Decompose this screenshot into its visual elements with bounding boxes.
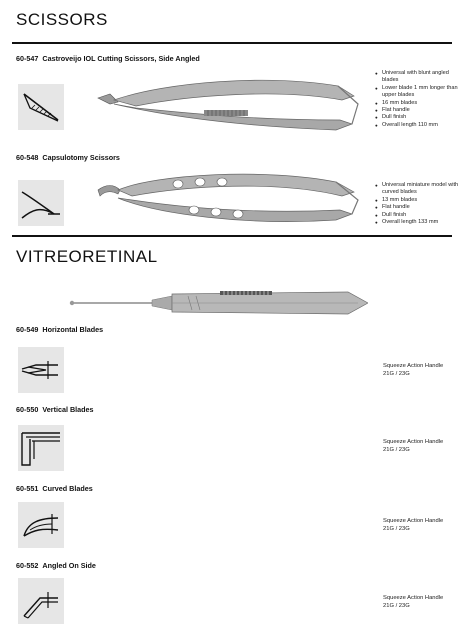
feature-item: ● Overall length 133 mm [375,219,461,226]
scissors-image [96,170,360,241]
handle-type: Squeeze Action Handle [383,363,444,369]
gauge-size: 21G / 23G [383,371,410,377]
item-name: Angled On Side [42,561,96,570]
section-divider [12,235,452,237]
feature-list [375,70,461,129]
feature-item: ● Dull finish [375,114,461,121]
blade-detail-icon [18,180,64,226]
feature-item: ● Dull finish [375,212,461,219]
gauge-size: 21G / 23G [383,603,410,609]
feature-item: ● 16 mm blades [375,100,461,107]
instrument-image [68,282,368,333]
feature-item: ● Flat handle [375,107,461,114]
feature-list [375,182,461,226]
item-code: 60-550 [16,405,39,414]
item-name: Curved Blades [42,484,93,493]
item-code: 60-552 [16,561,39,570]
feature-item: ● Universal miniature model with curved blades [375,182,461,197]
item-title [16,561,96,570]
feature-item: ● Overall length 110 mm [375,122,461,129]
scissors-image [96,76,360,151]
item-code: 60-549 [16,325,39,334]
feature-item: ● Lower blade 1 mm longer than upper blades [375,85,461,100]
section-title-scissors: SCISSORS [16,10,108,29]
blade-detail-icon [18,502,64,548]
blade-detail-icon [18,578,64,624]
spec-block [383,362,443,378]
item-title [16,405,94,414]
item-title [16,325,103,334]
spec-block [383,517,443,533]
item-title [16,484,93,493]
feature-item: ● 13 mm blades [375,197,461,204]
handle-type: Squeeze Action Handle [383,518,444,524]
item-code: 60-551 [16,484,39,493]
item-name: Castroveijo IOL Cutting Scissors, Side Angled [42,54,200,63]
handle-type: Squeeze Action Handle [383,439,444,445]
feature-item: ● Universal with blunt angled blades [375,70,461,85]
item-name: Horizontal Blades [42,325,104,334]
blade-detail-icon [18,84,64,130]
gauge-size: 21G / 23G [383,447,410,453]
blade-detail-icon [18,347,64,393]
handle-type: Squeeze Action Handle [383,595,444,601]
item-title [16,54,200,63]
item-name: Vertical Blades [42,405,94,414]
spec-block [383,438,443,454]
gauge-size: 21G / 23G [383,526,410,532]
section-divider [12,42,452,44]
feature-item: ● Flat handle [375,204,461,211]
item-code: 60-548 [16,153,39,162]
item-code: 60-547 [16,54,39,63]
item-title [16,153,120,162]
item-name: Capsulotomy Scissors [42,153,120,162]
section-title-vitreoretinal: VITREORETINAL [16,247,158,266]
blade-detail-icon [18,425,64,471]
spec-block [383,594,443,610]
